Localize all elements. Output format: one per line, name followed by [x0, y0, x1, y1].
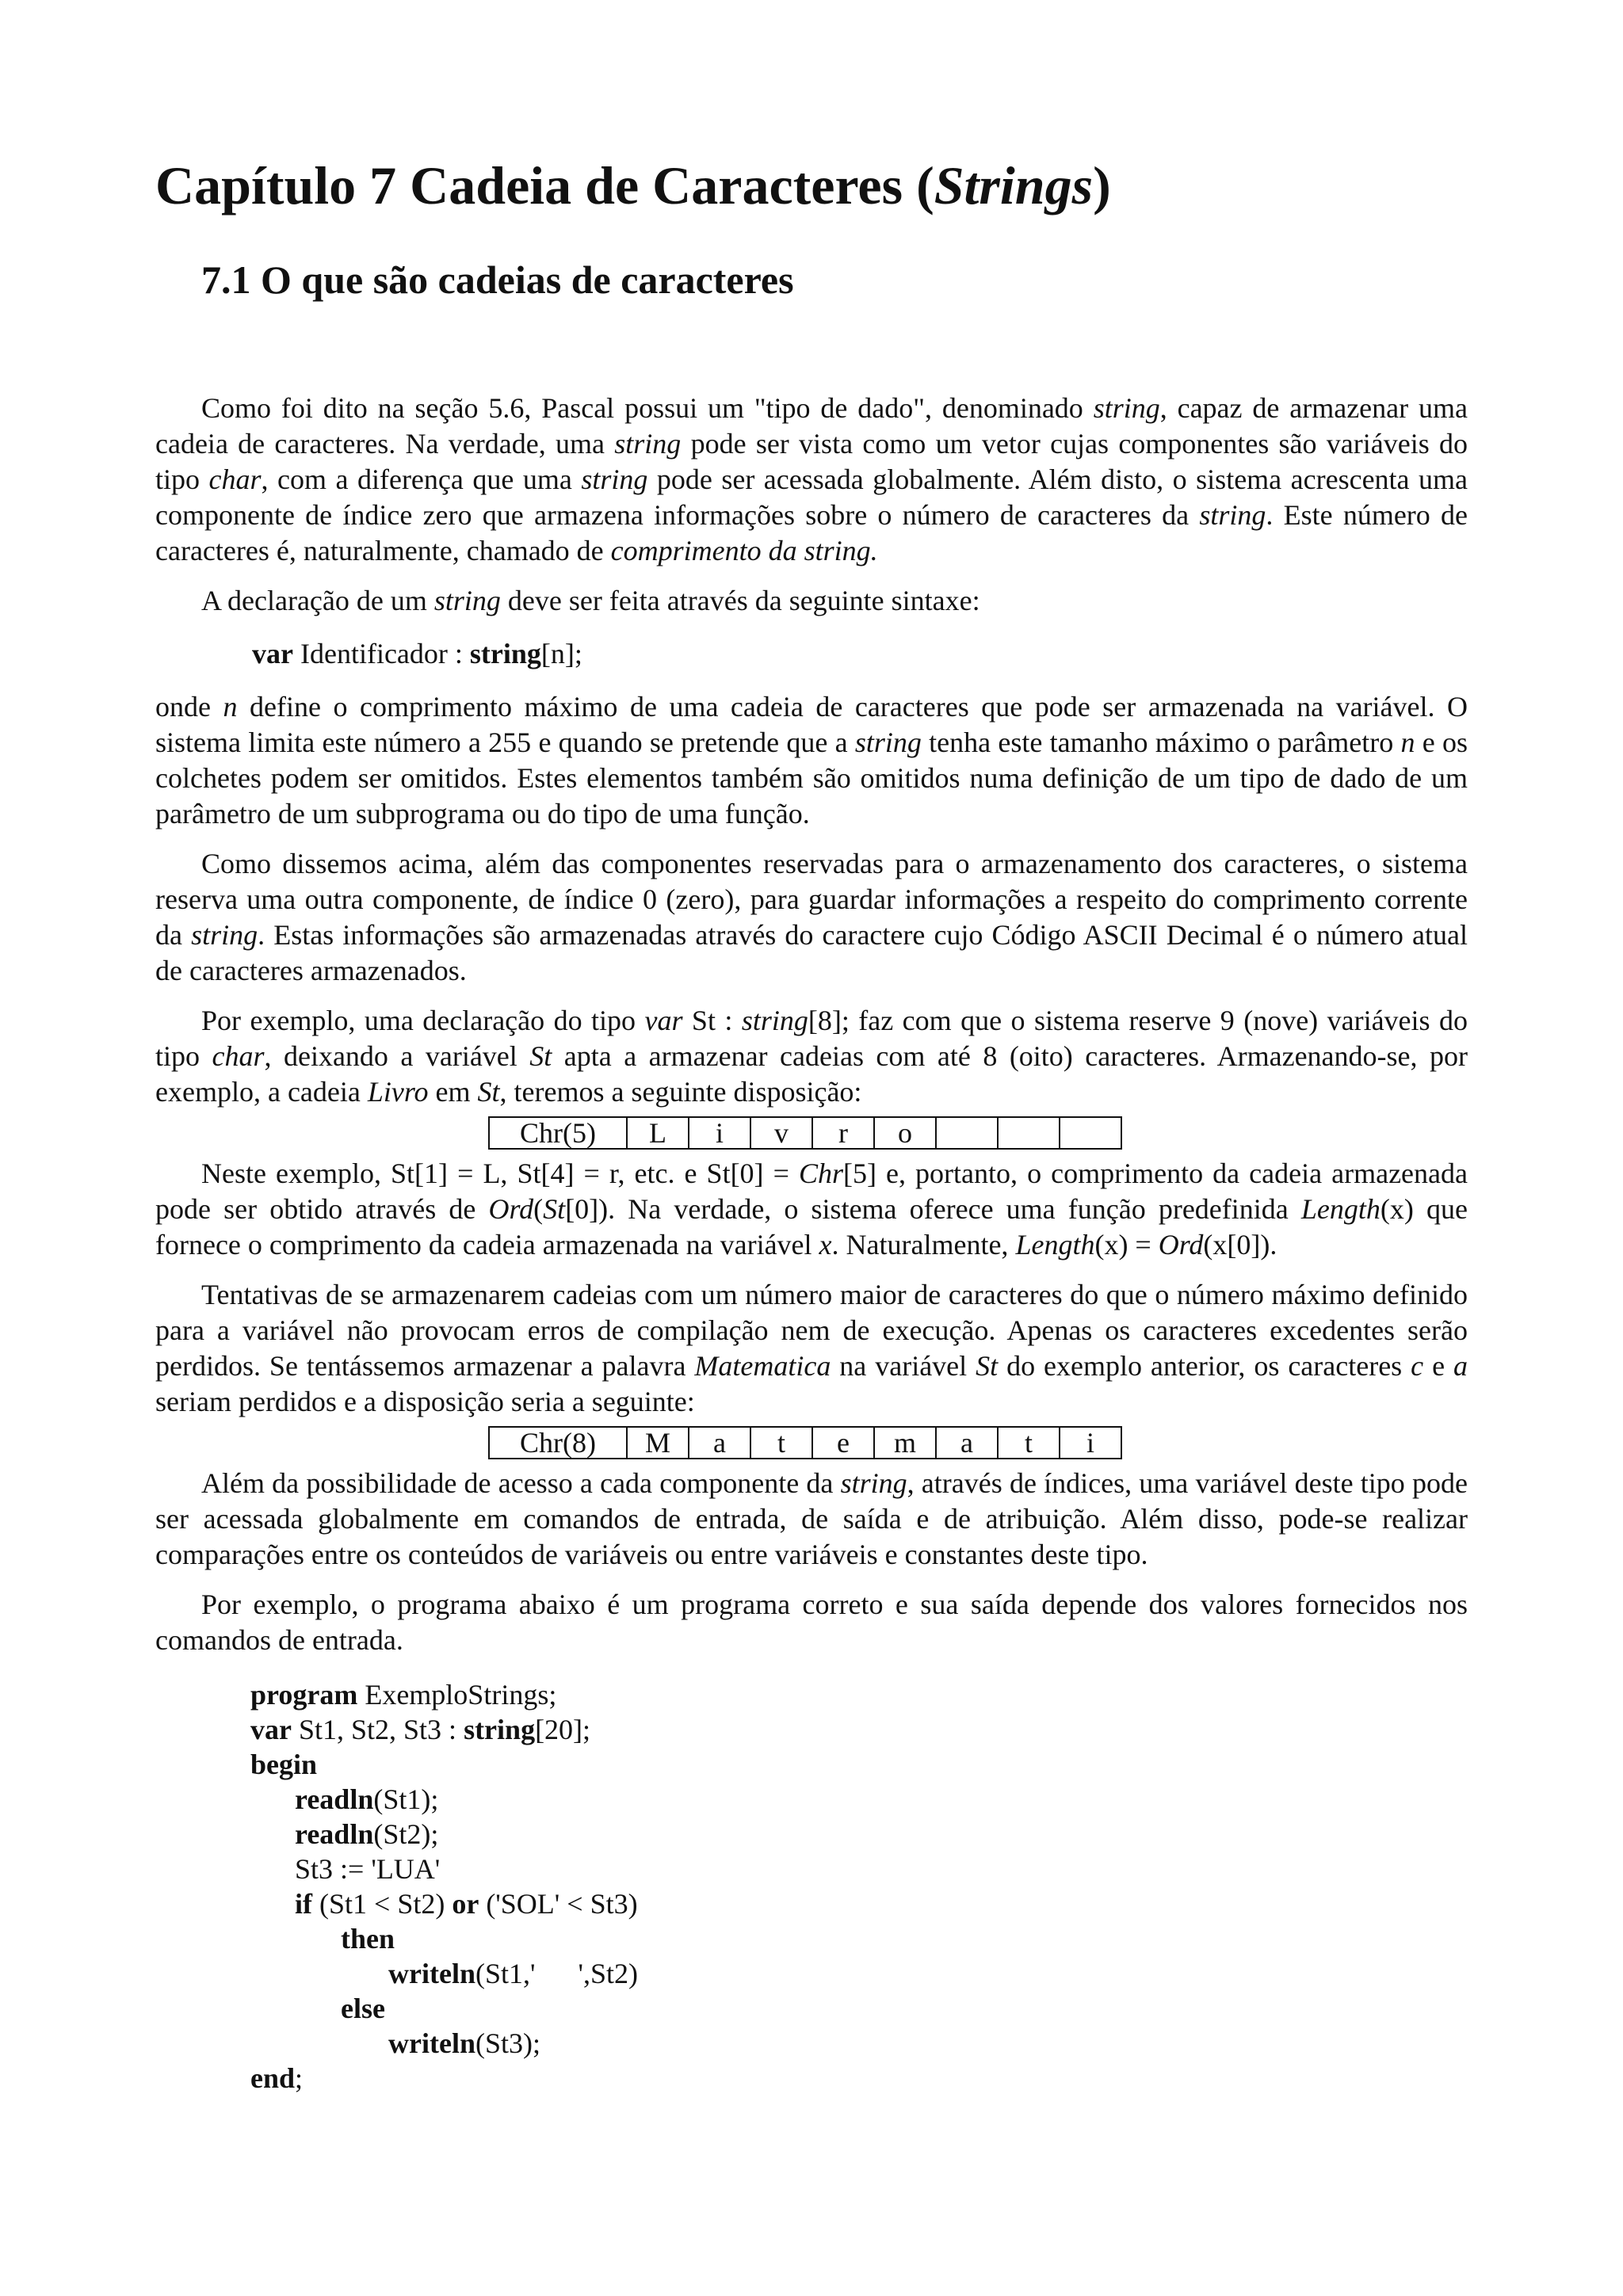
code-line: readln(St1);: [295, 1783, 439, 1815]
table-cell: i: [689, 1117, 750, 1149]
table-row: [489, 1117, 1121, 1149]
paragraph-n-definition: onde n define o comprimento máximo de uma cadeia de caracteres que pode ser armazenada na variável. O sistema limita este número a 255 e quando se pretende que a string tenha este tamanho máximo o parâmetro n e os colchetes podem ser omitidos. Estes elementos também são omitidos numa definição de um tipo de dado de um parâmetro de um subprograma ou do tipo de uma função.: [155, 690, 1468, 830]
chapter-title: Capítulo 7 Cadeia de Caracteres (Strings): [155, 155, 1111, 215]
code-line: end;: [250, 2061, 304, 2094]
code-line: if (St1 < St2) or ('SOL' < St3): [295, 1887, 638, 1920]
code-line: writeln(St3);: [388, 2027, 540, 2059]
string-layout-table-livro: [488, 1116, 1122, 1150]
table-cell: e: [812, 1427, 874, 1459]
table-cell: o: [874, 1117, 936, 1149]
code-line: writeln(St1,' ',St2): [388, 1957, 638, 1989]
string-layout-table-matematica: [488, 1426, 1122, 1459]
table-cell: t: [998, 1427, 1060, 1459]
code-line: then: [341, 1922, 395, 1955]
paragraph-program-intro: Por exemplo, o programa abaixo é um programa correto e sua saída depende dos valores fornecidos nos comandos de entrada.: [155, 1588, 1468, 1656]
paragraph-example-declaration: Por exemplo, uma declaração do tipo var St : string[8]; faz com que o sistema reserve 9 (nove) variáveis do tipo char, deixando a variável St apta a armazenar cadeias com até 8 (oito) caracteres. Armazenando-se, por exemplo, a cadeia Livro em St, teremos a seguinte disposição:: [155, 1004, 1468, 1108]
table-cell: a: [689, 1427, 750, 1459]
table-cell: M: [627, 1427, 689, 1459]
paragraph-length-function: Neste exemplo, St[1] = L, St[4] = r, etc. e St[0] = Chr[5] e, portanto, o comprimento da cadeia armazenada pode ser obtido através de Ord(St[0]). Na verdade, o sistema oferece uma função predefinida Length(x) que fornece o comprimento da cadeia armazenada na variável x. Naturalmente, Length(x) = Ord(x[0]).: [155, 1157, 1468, 1261]
table-cell: i: [1060, 1427, 1121, 1459]
code-line: begin: [250, 1748, 318, 1780]
table-cell: Chr(5): [489, 1117, 627, 1149]
code-line: readln(St2);: [295, 1817, 439, 1850]
table-cell: [998, 1117, 1060, 1149]
section-title: 7.1 O que são cadeias de caracteres: [201, 257, 794, 303]
syntax-line: var Identificador : string[n];: [252, 637, 582, 669]
code-line: var St1, St2, St3 : string[20];: [250, 1713, 591, 1745]
table-cell: m: [874, 1427, 936, 1459]
paragraph-index-zero: Como dissemos acima, além das componentes reservadas para o armazenamento dos caracteres, o sistema reserva uma outra componente, de índice 0 (zero), para guardar informações a respeito do comprimento corrente da string. Estas informações são armazenadas através do caractere cujo Código ASCII Decimal é o número atual de caracteres armazenados.: [155, 847, 1468, 986]
paragraph-global-access: Além da possibilidade de acesso a cada componente da string, através de índices, uma variável deste tipo pode ser acessada globalmente em comandos de entrada, de saída e de atribuição. Além disso, pode-se realizar comparações entre os conteúdos de variáveis ou entre variáveis e constantes deste tipo.: [155, 1466, 1468, 1570]
table-row: [489, 1427, 1121, 1459]
table-cell: [1060, 1117, 1121, 1149]
table-cell: [936, 1117, 998, 1149]
code-line: else: [341, 1992, 385, 2024]
paragraph-overflow: Tentativas de se armazenarem cadeias com um número maior de caracteres do que o número máximo definido para a variável não provocam erros de compilação nem de execução. Apenas os caracteres excedentes serão perdidos. Se tentássemos armazenar a palavra Matematica na variável St do exemplo anterior, os caracteres c e a seriam perdidos e a disposição seria a seguinte:: [155, 1278, 1468, 1417]
code-listing: [155, 1677, 1468, 2096]
paragraph-declaration: A declaração de um string deve ser feita através da seguinte sintaxe:: [201, 584, 980, 616]
code-line: St3 := 'LUA': [295, 1852, 441, 1885]
table-cell: a: [936, 1427, 998, 1459]
table-cell: v: [750, 1117, 812, 1149]
code-line: program ExemploStrings;: [250, 1678, 557, 1711]
table-cell: t: [750, 1427, 812, 1459]
table-cell: Chr(8): [489, 1427, 627, 1459]
paragraph-intro: Como foi dito na seção 5.6, Pascal possui um "tipo de dado", denominado string, capaz de armazenar uma cadeia de caracteres. Na verdade, uma string pode ser vista como um vetor cujas componentes são variáveis do tipo char, com a diferença que uma string pode ser acessada globalmente. Além disto, o sistema acrescenta uma componente de índice zero que armazena informações sobre o número de caracteres da string. Este número de caracteres é, naturalmente, chamado de comprimento da string.: [155, 391, 1468, 566]
table-cell: L: [627, 1117, 689, 1149]
document-page: [155, 154, 1468, 2096]
table-cell: r: [812, 1117, 874, 1149]
